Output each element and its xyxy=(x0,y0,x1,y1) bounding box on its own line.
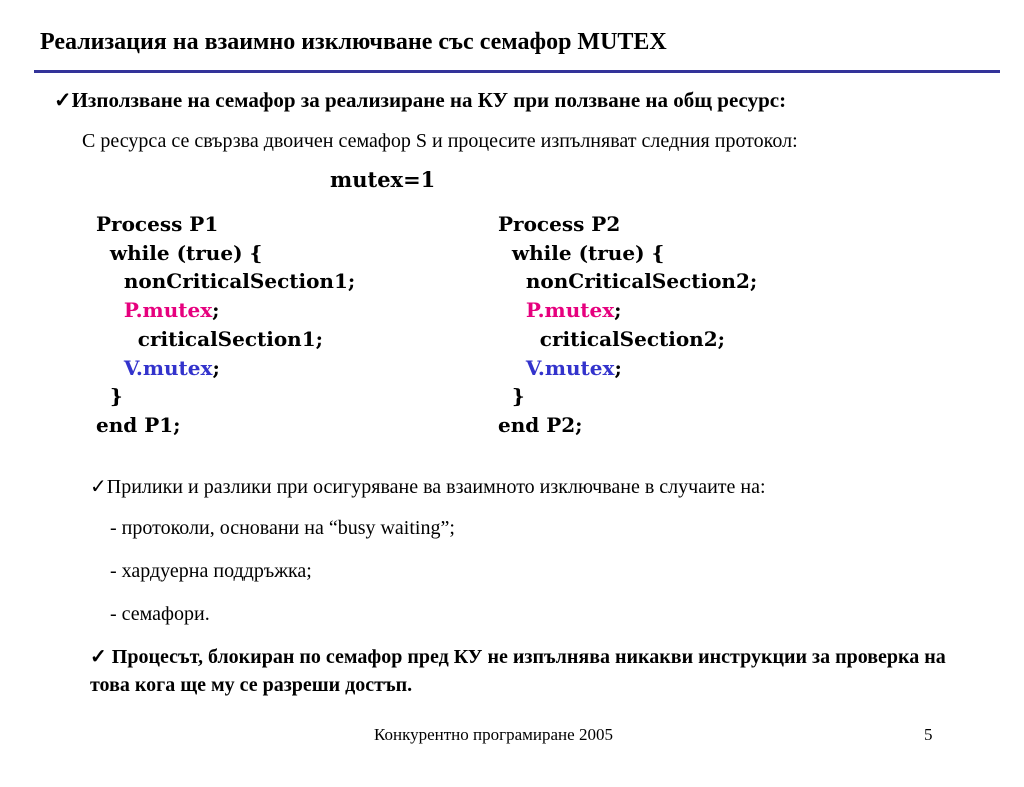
v-mutex-op: V.mutex xyxy=(123,355,213,380)
code-line: while (true) { xyxy=(498,240,665,265)
slide-title: Реализация на взаимно изключване със семафор MUTEX xyxy=(40,29,667,55)
p-mutex-op: P.mutex xyxy=(123,298,213,323)
process-p2-code xyxy=(498,210,757,440)
code-line: nonCriticalSection1; xyxy=(96,269,356,294)
code-line: criticalSection2; xyxy=(498,326,726,351)
process-p1-code xyxy=(96,210,355,440)
bullet-similarities: ✓Прилики и разлики при осигуряване ва взаимното изключване в случаите на: xyxy=(90,476,766,498)
semicolon: ; xyxy=(614,298,622,323)
title-divider xyxy=(34,70,1000,73)
p-mutex-op: P.mutex xyxy=(525,298,615,323)
code-line-v-mutex xyxy=(96,354,355,383)
code-line: Process P2 xyxy=(498,212,621,236)
semicolon: ; xyxy=(212,355,220,380)
code-line-p-mutex xyxy=(498,296,757,325)
semicolon: ; xyxy=(212,298,220,323)
sub-item-semaphores: - семафори. xyxy=(110,603,210,625)
code-line: } xyxy=(498,384,525,409)
protocol-description: С ресурса се свързва двоичен семафор S и процесите изпълняват следния протокол: xyxy=(82,130,798,152)
code-line: nonCriticalSection2; xyxy=(498,269,758,294)
bullet-semaphore-usage: ✓Използване на семафор за реализиране на КУ при ползване на общ ресурс: xyxy=(54,88,787,112)
sub-item-hardware: - хардуерна поддръжка; xyxy=(110,560,312,582)
footer-text: Конкурентно програмиране 2005 xyxy=(374,725,613,744)
code-line: while (true) { xyxy=(96,240,263,265)
code-line: Process P1 xyxy=(96,212,219,236)
code-line: criticalSection1; xyxy=(96,326,324,351)
page-number: 5 xyxy=(924,725,933,744)
v-mutex-op: V.mutex xyxy=(525,355,615,380)
semicolon: ; xyxy=(614,355,622,380)
code-line-p-mutex xyxy=(96,296,355,325)
mutex-initial-value: mutex=1 xyxy=(330,167,436,192)
code-line: } xyxy=(96,384,123,409)
code-line-v-mutex xyxy=(498,354,757,383)
code-line: end P2; xyxy=(498,412,583,437)
code-line: end P1; xyxy=(96,412,181,437)
bullet-blocked-process: ✓ Процесът, блокиран по семафор пред КУ не изпълнява никакви инструкции за проверка на това кога ще му се разреши достъп. xyxy=(90,646,946,696)
sub-item-busy-waiting: - протоколи, основани на “busy waiting”; xyxy=(110,517,455,539)
